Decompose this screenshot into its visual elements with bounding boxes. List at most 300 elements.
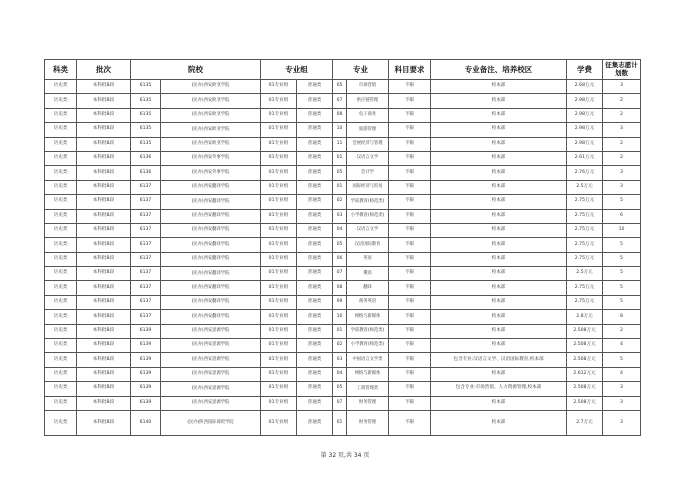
cell-major-notes: 校本部 — [431, 80, 567, 94]
cell-major-code: 07 — [333, 94, 347, 108]
cell-plan-count: 3 — [603, 80, 641, 94]
cell-major-name: 财务管理 — [347, 410, 389, 435]
cell-tuition: 2.61万元 — [567, 151, 603, 165]
table-row — [45, 281, 641, 295]
cell-subject-requirement: 不限 — [389, 324, 431, 338]
cell-major-code: 01 — [333, 324, 347, 338]
cell-tuition: 2.75万元 — [567, 195, 603, 209]
cell-subject-requirement: 不限 — [389, 137, 431, 151]
cell-major-code: 01 — [333, 151, 347, 165]
cell-subject-type: 历史类 — [45, 94, 77, 108]
cell-major-group: 01专业组 — [261, 252, 297, 266]
table-row — [45, 295, 641, 309]
table-row — [45, 410, 641, 435]
cell-major-notes: 校本部 — [431, 324, 567, 338]
cell-major-notes: 校本部 — [431, 339, 567, 353]
cell-subject-type: 历史类 — [45, 123, 77, 137]
cell-tuition: 2.508万元 — [567, 324, 603, 338]
cell-subject-requirement: 不限 — [389, 281, 431, 295]
cell-major-code: 11 — [333, 137, 347, 151]
cell-major-code: 02 — [333, 195, 347, 209]
cell-major-name: 市场营销 — [347, 80, 389, 94]
table-row — [45, 339, 641, 353]
cell-batch: 本科批B段 — [77, 151, 131, 165]
cell-group-type: 普通类 — [297, 367, 333, 381]
table-row — [45, 367, 641, 381]
cell-group-type: 普通类 — [297, 396, 333, 410]
cell-subject-type: 历史类 — [45, 238, 77, 252]
cell-subject-requirement: 不限 — [389, 166, 431, 180]
cell-subject-type: 历史类 — [45, 410, 77, 435]
cell-subject-requirement: 不限 — [389, 310, 431, 324]
cell-group-type: 普通类 — [297, 80, 333, 94]
cell-group-type: 普通类 — [297, 238, 333, 252]
cell-batch: 本科批B段 — [77, 94, 131, 108]
cell-plan-count: 2 — [603, 151, 641, 165]
cell-tuition: 2.98万元 — [567, 123, 603, 137]
cell-subject-type: 历史类 — [45, 80, 77, 94]
cell-tuition: 2.98万元 — [567, 94, 603, 108]
table-body — [45, 80, 641, 436]
cell-major-notes: 校本部 — [431, 137, 567, 151]
cell-school-code: 6136 — [131, 151, 161, 165]
cell-subject-requirement: 不限 — [389, 339, 431, 353]
cell-plan-count: 5 — [603, 238, 641, 252]
cell-subject-type: 历史类 — [45, 353, 77, 367]
cell-major-code: 02 — [333, 339, 347, 353]
cell-major-notes: 包含专业:市场营销、人力资源管理,校本部 — [431, 382, 567, 396]
cell-major-notes: 校本部 — [431, 367, 567, 381]
cell-major-notes: 校本部 — [431, 252, 567, 266]
cell-school-name: (民办)西安外事学院 — [161, 151, 261, 165]
cell-group-type: 普通类 — [297, 123, 333, 137]
cell-school-code: 6137 — [131, 252, 161, 266]
cell-school-code: 6137 — [131, 180, 161, 194]
table-row — [45, 151, 641, 165]
cell-group-type: 普通类 — [297, 281, 333, 295]
cell-major-group: 01专业组 — [261, 195, 297, 209]
cell-batch: 本科批B段 — [77, 195, 131, 209]
cell-major-notes: 校本部 — [431, 223, 567, 237]
cell-group-type: 普通类 — [297, 324, 333, 338]
cell-plan-count: 5 — [603, 267, 641, 281]
table-row — [45, 238, 641, 252]
cell-subject-requirement: 不限 — [389, 151, 431, 165]
cell-batch: 本科批B段 — [77, 137, 131, 151]
cell-major-group: 01专业组 — [261, 180, 297, 194]
cell-major-group: 01专业组 — [261, 80, 297, 94]
cell-school-code: 6139 — [131, 396, 161, 410]
cell-subject-requirement: 不限 — [389, 267, 431, 281]
cell-school-code: 6137 — [131, 238, 161, 252]
header-tuition: 学费 — [567, 60, 603, 80]
cell-group-type: 普通类 — [297, 180, 333, 194]
cell-major-notes: 校本部 — [431, 295, 567, 309]
cell-major-name: 中国语言文学类 — [347, 353, 389, 367]
cell-major-code: 01 — [333, 180, 347, 194]
cell-subject-type: 历史类 — [45, 382, 77, 396]
cell-subject-requirement: 不限 — [389, 367, 431, 381]
cell-major-group: 01专业组 — [261, 209, 297, 223]
cell-group-type: 普通类 — [297, 108, 333, 122]
cell-school-code: 6139 — [131, 367, 161, 381]
cell-tuition: 2.508万元 — [567, 396, 603, 410]
cell-tuition: 2.98万元 — [567, 137, 603, 151]
cell-major-notes: 校本部 — [431, 238, 567, 252]
cell-major-name: 英语 — [347, 252, 389, 266]
header-subject-type: 科类 — [45, 60, 77, 80]
cell-major-code: 04 — [333, 367, 347, 381]
cell-school-code: 6139 — [131, 382, 161, 396]
cell-group-type: 普通类 — [297, 382, 333, 396]
cell-subject-requirement: 不限 — [389, 123, 431, 137]
cell-major-code: 05 — [333, 166, 347, 180]
cell-major-name: 财务管理 — [347, 396, 389, 410]
cell-major-notes: 校本部 — [431, 310, 567, 324]
table-row — [45, 252, 641, 266]
cell-school-name: (民办)西安翻译学院 — [161, 281, 261, 295]
cell-school-code: 6135 — [131, 94, 161, 108]
cell-subject-type: 历史类 — [45, 180, 77, 194]
table-row — [45, 353, 641, 367]
cell-plan-count: 5 — [603, 281, 641, 295]
cell-school-name: (民办)西安外事学院 — [161, 166, 261, 180]
cell-major-code: 04 — [333, 223, 347, 237]
cell-plan-count: 2 — [603, 94, 641, 108]
table-row — [45, 80, 641, 94]
cell-tuition: 2.508万元 — [567, 353, 603, 367]
cell-school-code: 6140 — [131, 410, 161, 435]
cell-school-name: (民办)西安翻译学院 — [161, 310, 261, 324]
cell-plan-count: 2 — [603, 137, 641, 151]
cell-major-notes: 校本部 — [431, 151, 567, 165]
header-major-group: 专业组 — [261, 60, 333, 80]
cell-plan-count: 3 — [603, 382, 641, 396]
cell-batch: 本科批B段 — [77, 410, 131, 435]
cell-major-name: 汉语言文学 — [347, 151, 389, 165]
cell-school-code: 6135 — [131, 123, 161, 137]
cell-school-name: (民办)西安欧亚学院 — [161, 94, 261, 108]
cell-batch: 本科批B段 — [77, 382, 131, 396]
cell-school-code: 6137 — [131, 267, 161, 281]
table-row — [45, 310, 641, 324]
table-row — [45, 267, 641, 281]
cell-batch: 本科批B段 — [77, 166, 131, 180]
cell-plan-count: 3 — [603, 410, 641, 435]
cell-group-type: 普通类 — [297, 195, 333, 209]
cell-plan-count: 10 — [603, 223, 641, 237]
cell-major-name: 旅游管理 — [347, 123, 389, 137]
cell-major-name: 供应链管理 — [347, 94, 389, 108]
cell-subject-requirement: 不限 — [389, 353, 431, 367]
cell-subject-requirement: 不限 — [389, 209, 431, 223]
table-row — [45, 223, 641, 237]
cell-major-group: 01专业组 — [261, 295, 297, 309]
cell-tuition: 2.75万元 — [567, 295, 603, 309]
header-batch: 批次 — [77, 60, 131, 80]
cell-school-code: 6136 — [131, 166, 161, 180]
admission-table — [44, 59, 641, 436]
cell-tuition: 2.75万元 — [567, 223, 603, 237]
table-row — [45, 166, 641, 180]
cell-school-name: (民办)西安翻译学院 — [161, 238, 261, 252]
cell-major-code: 05 — [333, 238, 347, 252]
cell-plan-count: 5 — [603, 252, 641, 266]
cell-subject-type: 历史类 — [45, 209, 77, 223]
cell-school-code: 6137 — [131, 310, 161, 324]
cell-subject-type: 历史类 — [45, 108, 77, 122]
cell-school-name: (民办)西安欧亚学院 — [161, 80, 261, 94]
cell-school-name: (民办)西安思源学院 — [161, 382, 261, 396]
cell-subject-requirement: 不限 — [389, 410, 431, 435]
cell-batch: 本科批B段 — [77, 353, 131, 367]
cell-tuition: 2.7万元 — [567, 410, 603, 435]
cell-school-code: 6139 — [131, 353, 161, 367]
header-major: 专业 — [333, 60, 389, 80]
cell-major-name: 翻译 — [347, 281, 389, 295]
cell-major-name: 商务英语 — [347, 295, 389, 309]
cell-major-name: 网络与新媒体 — [347, 367, 389, 381]
cell-major-code: 06 — [333, 252, 347, 266]
cell-school-name: (民办)西安翻译学院 — [161, 252, 261, 266]
cell-subject-requirement: 不限 — [389, 180, 431, 194]
cell-major-group: 01专业组 — [261, 267, 297, 281]
cell-school-name: (民办)西安翻译学院 — [161, 223, 261, 237]
cell-school-name: (民办)西安欧亚学院 — [161, 123, 261, 137]
cell-major-group: 01专业组 — [261, 367, 297, 381]
cell-group-type: 普通类 — [297, 223, 333, 237]
cell-major-code: 01 — [333, 410, 347, 435]
cell-subject-type: 历史类 — [45, 281, 77, 295]
cell-plan-count: 8 — [603, 310, 641, 324]
cell-school-code: 6137 — [131, 281, 161, 295]
cell-major-code: 08 — [333, 108, 347, 122]
cell-major-code: 10 — [333, 123, 347, 137]
cell-batch: 本科批B段 — [77, 310, 131, 324]
cell-major-group: 01专业组 — [261, 223, 297, 237]
cell-group-type: 普通类 — [297, 94, 333, 108]
cell-major-notes: 校本部 — [431, 166, 567, 180]
cell-major-group: 01专业组 — [261, 396, 297, 410]
admission-table-container — [44, 59, 640, 436]
cell-plan-count: 3 — [603, 166, 641, 180]
cell-major-name: 国际经济与贸易 — [347, 180, 389, 194]
cell-tuition: 2.508万元 — [567, 339, 603, 353]
cell-subject-requirement: 不限 — [389, 94, 431, 108]
cell-tuition: 2.75万元 — [567, 281, 603, 295]
cell-subject-requirement: 不限 — [389, 252, 431, 266]
cell-batch: 本科批B段 — [77, 123, 131, 137]
cell-major-notes: 校本部 — [431, 108, 567, 122]
cell-major-name: 汉语言文学 — [347, 223, 389, 237]
cell-major-notes: 校本部 — [431, 209, 567, 223]
cell-major-code: 09 — [333, 295, 347, 309]
cell-batch: 本科批B段 — [77, 281, 131, 295]
cell-batch: 本科批B段 — [77, 324, 131, 338]
cell-tuition: 2.98万元 — [567, 108, 603, 122]
cell-plan-count: 4 — [603, 339, 641, 353]
table-row — [45, 123, 641, 137]
table-row — [45, 382, 641, 396]
cell-major-notes: 校本部 — [431, 94, 567, 108]
cell-tuition: 2.76万元 — [567, 166, 603, 180]
cell-plan-count: 3 — [603, 396, 641, 410]
cell-school-name: (民办)西安翻译学院 — [161, 209, 261, 223]
cell-subject-requirement: 不限 — [389, 238, 431, 252]
cell-school-code: 6137 — [131, 223, 161, 237]
cell-major-code: 03 — [333, 353, 347, 367]
cell-major-notes: 校本部 — [431, 281, 567, 295]
cell-subject-type: 历史类 — [45, 339, 77, 353]
cell-major-group: 01专业组 — [261, 410, 297, 435]
cell-school-name: (民办)西安思源学院 — [161, 367, 261, 381]
cell-major-group: 01专业组 — [261, 108, 297, 122]
cell-batch: 本科批B段 — [77, 367, 131, 381]
cell-major-notes: 校本部 — [431, 195, 567, 209]
cell-group-type: 普通类 — [297, 267, 333, 281]
cell-major-group: 01专业组 — [261, 151, 297, 165]
cell-plan-count: 2 — [603, 324, 641, 338]
cell-tuition: 2.68万元 — [567, 80, 603, 94]
cell-major-group: 01专业组 — [261, 324, 297, 338]
cell-major-code: 03 — [333, 209, 347, 223]
cell-major-group: 01专业组 — [261, 281, 297, 295]
cell-subject-type: 历史类 — [45, 367, 77, 381]
cell-subject-type: 历史类 — [45, 137, 77, 151]
table-row — [45, 94, 641, 108]
cell-batch: 本科批B段 — [77, 108, 131, 122]
cell-major-notes: 校本部 — [431, 180, 567, 194]
cell-group-type: 普通类 — [297, 252, 333, 266]
header-plan-count: 征集志愿计划数 — [603, 60, 641, 80]
cell-major-name: 学前教育(师范类) — [347, 195, 389, 209]
cell-subject-type: 历史类 — [45, 223, 77, 237]
cell-major-group: 01专业组 — [261, 123, 297, 137]
cell-subject-requirement: 不限 — [389, 195, 431, 209]
cell-school-name: (民办)西安翻译学院 — [161, 195, 261, 209]
cell-school-name: (民办)西安翻译学院 — [161, 295, 261, 309]
header-subject-requirement: 科目要求 — [389, 60, 431, 80]
cell-major-name: 工商管理类 — [347, 382, 389, 396]
cell-school-code: 6139 — [131, 324, 161, 338]
header-major-notes: 专业备注、培养校区 — [431, 60, 567, 80]
cell-subject-type: 历史类 — [45, 166, 77, 180]
cell-group-type: 普通类 — [297, 410, 333, 435]
cell-major-group: 01专业组 — [261, 382, 297, 396]
table-row — [45, 137, 641, 151]
cell-subject-requirement: 不限 — [389, 396, 431, 410]
cell-major-group: 01专业组 — [261, 238, 297, 252]
cell-major-group: 01专业组 — [261, 166, 297, 180]
cell-major-notes: 校本部 — [431, 396, 567, 410]
cell-subject-requirement: 不限 — [389, 382, 431, 396]
cell-subject-type: 历史类 — [45, 151, 77, 165]
cell-school-name: (民办)西安思源学院 — [161, 353, 261, 367]
cell-subject-requirement: 不限 — [389, 295, 431, 309]
cell-plan-count: 5 — [603, 195, 641, 209]
table-row — [45, 195, 641, 209]
cell-tuition: 2.75万元 — [567, 238, 603, 252]
cell-major-name: 学前教育(师范类) — [347, 324, 389, 338]
cell-tuition: 2.508万元 — [567, 382, 603, 396]
cell-school-name: (民办)西安思源学院 — [161, 396, 261, 410]
cell-major-code: 08 — [333, 281, 347, 295]
cell-subject-type: 历史类 — [45, 295, 77, 309]
cell-major-code: 05 — [333, 382, 347, 396]
cell-school-name: (民办)西安翻译学院 — [161, 267, 261, 281]
cell-school-code: 6135 — [131, 137, 161, 151]
cell-major-notes: 校本部 — [431, 267, 567, 281]
cell-batch: 本科批B段 — [77, 223, 131, 237]
cell-subject-type: 历史类 — [45, 310, 77, 324]
cell-batch: 本科批B段 — [77, 339, 131, 353]
cell-batch: 本科批B段 — [77, 80, 131, 94]
cell-major-name: 汉语国际教育 — [347, 238, 389, 252]
cell-tuition: 2.612万元 — [567, 367, 603, 381]
header-row — [45, 60, 641, 80]
cell-subject-requirement: 不限 — [389, 80, 431, 94]
cell-subject-type: 历史类 — [45, 267, 77, 281]
cell-major-code: 10 — [333, 310, 347, 324]
cell-school-code: 6137 — [131, 209, 161, 223]
cell-group-type: 普通类 — [297, 137, 333, 151]
cell-major-code: 07 — [333, 396, 347, 410]
cell-subject-requirement: 不限 — [389, 108, 431, 122]
cell-major-name: 会计学 — [347, 166, 389, 180]
cell-group-type: 普通类 — [297, 310, 333, 324]
table-row — [45, 324, 641, 338]
cell-plan-count: 5 — [603, 353, 641, 367]
cell-subject-type: 历史类 — [45, 396, 77, 410]
cell-group-type: 普通类 — [297, 166, 333, 180]
cell-school-code: 6137 — [131, 295, 161, 309]
cell-group-type: 普通类 — [297, 339, 333, 353]
cell-major-name: 电子商务 — [347, 108, 389, 122]
table-row — [45, 180, 641, 194]
cell-batch: 本科批B段 — [77, 396, 131, 410]
cell-tuition: 2.75万元 — [567, 209, 603, 223]
cell-plan-count: 5 — [603, 295, 641, 309]
cell-school-code: 6139 — [131, 339, 161, 353]
cell-plan-count: 4 — [603, 367, 641, 381]
cell-group-type: 普通类 — [297, 353, 333, 367]
cell-subject-type: 历史类 — [45, 324, 77, 338]
cell-major-name: 小学教育(师范类) — [347, 339, 389, 353]
cell-major-group: 01专业组 — [261, 353, 297, 367]
cell-batch: 本科批B段 — [77, 267, 131, 281]
cell-batch: 本科批B段 — [77, 180, 131, 194]
cell-plan-count: 6 — [603, 209, 641, 223]
cell-batch: 本科批B段 — [77, 209, 131, 223]
cell-major-group: 01专业组 — [261, 94, 297, 108]
cell-plan-count: 3 — [603, 123, 641, 137]
cell-major-name: 俄语 — [347, 267, 389, 281]
cell-plan-count: 3 — [603, 180, 641, 194]
cell-school-code: 6137 — [131, 195, 161, 209]
cell-major-name: 小学教育(师范类) — [347, 209, 389, 223]
cell-major-group: 01专业组 — [261, 339, 297, 353]
table-row — [45, 396, 641, 410]
cell-major-notes: 校本部 — [431, 410, 567, 435]
cell-school-name: (民办)西安欧亚学院 — [161, 108, 261, 122]
cell-major-code: 05 — [333, 80, 347, 94]
cell-major-group: 01专业组 — [261, 137, 297, 151]
cell-batch: 本科批B段 — [77, 238, 131, 252]
page-footer: 第 32 页,共 34 页 — [320, 452, 370, 459]
cell-subject-type: 历史类 — [45, 252, 77, 266]
cell-subject-requirement: 不限 — [389, 223, 431, 237]
cell-subject-type: 历史类 — [45, 195, 77, 209]
